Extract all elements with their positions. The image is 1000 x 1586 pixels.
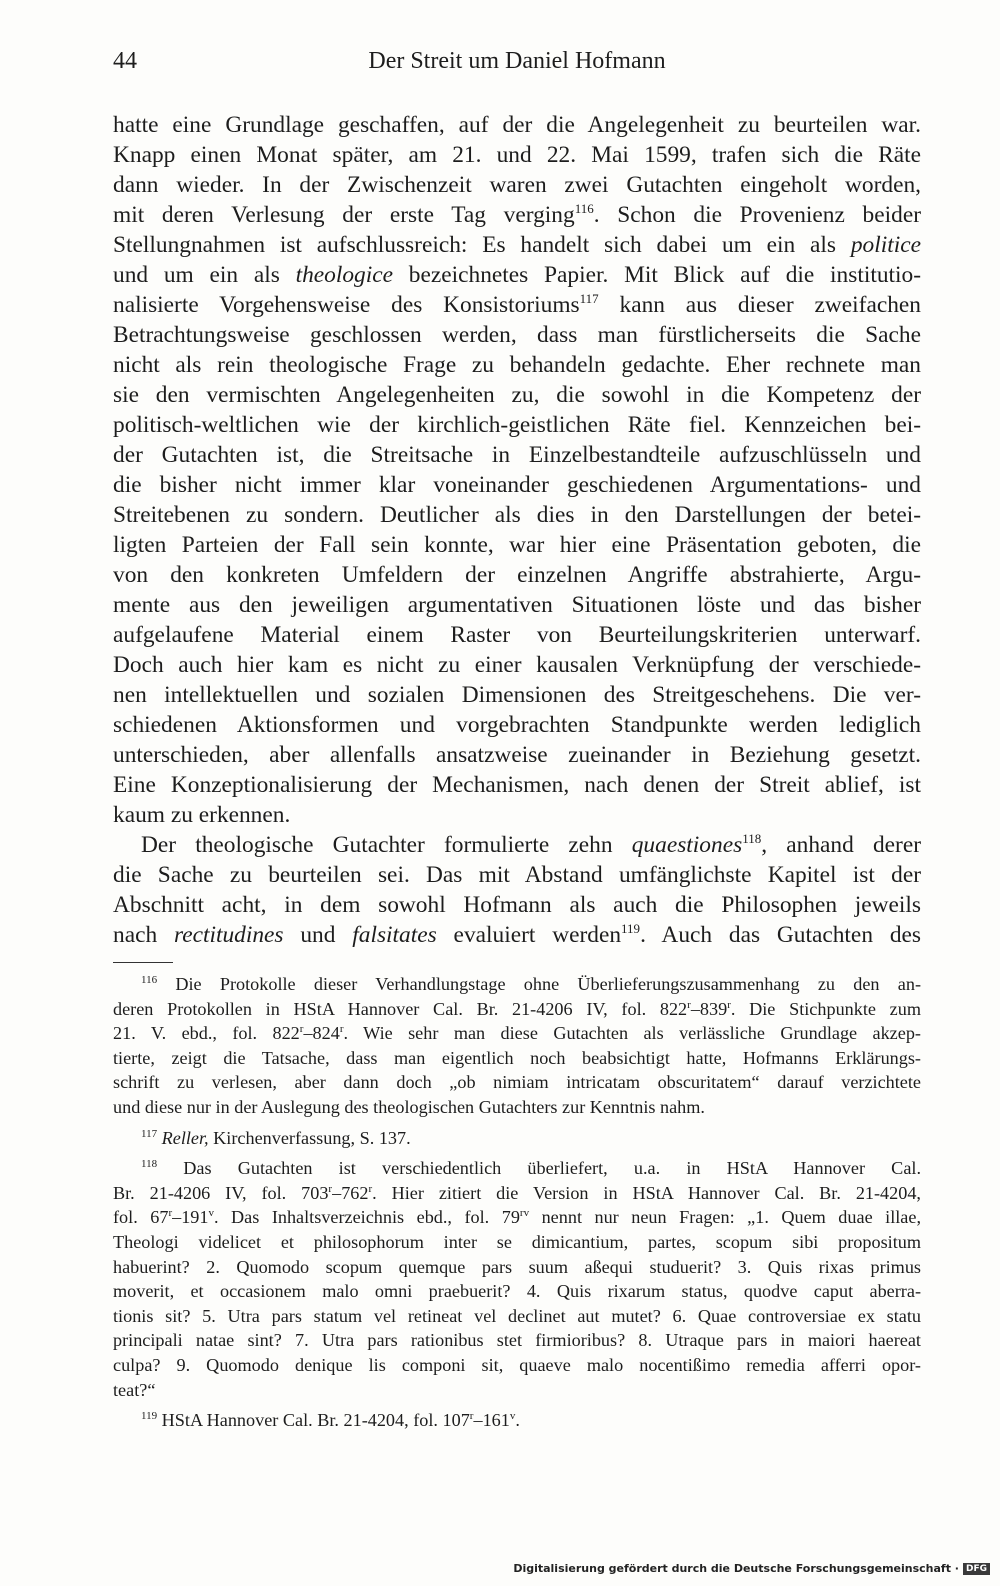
body-line: unterschieden, aber allenfalls ansatzweise zueinander in Beziehung gesetzt. <box>113 742 921 768</box>
footnote-line: moverit, et occasionem malo omni praebuerit? 4. Quis rixarum status, quodve caput aberra- <box>113 1281 921 1302</box>
body-line: schiedenen Aktionsformen und vorgebrachten Standpunkte werden lediglich <box>113 712 921 738</box>
body-line: Streitebenen zu sondern. Deutlicher als dies in den Darstellungen der betei- <box>113 502 921 528</box>
body-line: Knapp einen Monat später, am 21. und 22. Mai 1599, trafen sich die Räte <box>113 142 921 168</box>
footnote-line: culpa? 9. Quomodo denique lis componi sit, quaeve malo nocentißimo remedia afferri opor- <box>113 1354 921 1375</box>
digitization-footer <box>513 1562 990 1575</box>
body-line: die bisher nicht immer klar voneinander geschiedenen Argumentations- und <box>113 472 921 498</box>
running-title: Der Streit um Daniel Hofmann <box>368 48 666 74</box>
body-line: von den konkreten Umfeldern der einzelnen Angriffe abstrahierte, Argu- <box>113 562 921 588</box>
body-line: politisch-weltlichen wie der kirchlich-geistlichen Räte fiel. Kennzeichen bei- <box>113 412 921 438</box>
footnote-line: deren Protokollen in HStA Hannover Cal. Br. 21-4206 IV, fol. 822$^r$–839$^r$. Die Stichpunkte zum <box>113 998 921 1019</box>
footnote-ref-119[interactable]: 119 <box>621 921 641 936</box>
body-line: ligten Parteien der Fall sein konnte, war hier eine Präsentation geboten, die <box>113 532 921 558</box>
body-line: und um ein als theologice bezeichnetes Papier. Mit Blick auf die institutio- <box>113 262 921 288</box>
footnote-ref-117[interactable]: 117 <box>579 291 599 306</box>
footnote-ref-118[interactable]: 118 <box>742 831 762 846</box>
footnote-line: principali natae sint? 7. Utra pars rationibus stet firmioribus? 8. Utraque pars in maiori haereat <box>113 1330 921 1351</box>
footnotes <box>113 972 921 1433</box>
footnote-line: tionis sit? 5. Utra pars statum vel retineat vel declinet aut mutet? 6. Quae controversiae ex statu <box>113 1305 921 1326</box>
footnote-line: teat?“ <box>113 1379 156 1400</box>
footnote-line: 21. V. ebd., fol. 822$^r$–824$^r$. Wie sehr man diese Gutachten als verlässliche Grundlage akzep- <box>113 1023 921 1044</box>
body-line: sie den vermischten Angelegenheiten zu, die sowohl in die Kompetenz der <box>113 382 921 408</box>
body-line: Eine Konzeptionalisierung der Mechanismen, nach denen der Streit ablief, ist <box>113 772 921 798</box>
body-line: der Gutachten ist, die Streitsache in Einzelbestandteile aufzuschlüsseln und <box>113 442 921 468</box>
page-header <box>113 48 921 88</box>
body-line: Doch auch hier kam es nicht zu einer kausalen Verknüpfung der verschiede- <box>113 652 921 678</box>
footnote-117: $^{117}$ Reller, Kirchenverfassung, S. 137. <box>141 1127 411 1148</box>
footnote-line: habuerint? 2. Quomodo scopum quemque pars suum aßequi studuerit? 3. Quis rixas primus <box>113 1256 921 1277</box>
body-line: mit deren Verlesung der erste Tag verging$^{116}$. Schon die Provenienz beider <box>113 201 921 228</box>
body-line: Der theologische Gutachter formulierte zehn quaestiones$^{118}$, anhand derer <box>141 831 921 858</box>
body-line: die Sache zu beurteilen sei. Das mit Abstand umfänglichste Kapitel ist der <box>113 862 921 888</box>
footnote-separator <box>113 962 173 963</box>
main-text <box>113 110 921 950</box>
footnote-line: und diese nur in der Auslegung des theologischen Gutachters zur Kenntnis nahm. <box>113 1096 705 1117</box>
footnote-line: Theologi videlicet et philosophorum inter se dimicantium, partes, scopum sibi propositum <box>113 1231 921 1252</box>
body-line: aufgelaufene Material einem Raster von Beurteilungskriterien unterwarf. <box>113 622 921 648</box>
footnote-119: $^{119}$ HStA Hannover Cal. Br. 21-4204, fol. 107$^r$–161$^v$. <box>141 1410 520 1431</box>
body-line: Abschnitt acht, in dem sowohl Hofmann als auch die Philosophen jeweils <box>113 892 921 918</box>
body-line: hatte eine Grundlage geschaffen, auf der die Angelegenheit zu beurteilen war. <box>113 112 921 138</box>
footnote-ref-116[interactable]: 116 <box>574 201 594 216</box>
page-number: 44 <box>113 48 137 74</box>
footnote-line: fol. 67$^r$–191$^v$. Das Inhaltsverzeichnis ebd., fol. $79^{rv}$ nennt nur neun Fragen: „1. Quem duae illae, <box>113 1207 921 1228</box>
footer-text: Digitalisierung gefördert durch die Deutsche Forschungsgemeinschaft · <box>513 1562 959 1575</box>
footnote-118: $^{118}$ Das Gutachten ist verschiedentlich überliefert, u.a. in HStA Hannover Cal. <box>141 1158 921 1179</box>
body-line: mente aus den jeweiligen argumentativen Situationen löste und das bisher <box>113 592 921 618</box>
footnote-line: schrift zu verlesen, aber dann doch „ob nimiam intricatam obscuritatem“ darauf verzichtete <box>113 1072 921 1093</box>
body-line: nen intellektuellen und sozialen Dimensionen des Streitgeschehens. Die ver- <box>113 682 921 708</box>
body-line: nach rectitudines und falsitates evaluiert werden$^{119}$. Auch das Gutachten des <box>113 921 922 948</box>
body-line: Stellungnahmen ist aufschlussreich: Es handelt sich dabei um ein als politice <box>113 232 921 258</box>
footnote-116: $^{116}$ Die Protokolle dieser Verhandlungstage ohne Überlieferungszusammenhang zu den an- <box>141 974 921 994</box>
body-line: kaum zu erkennen. <box>113 802 291 828</box>
body-line: nicht als rein theologische Frage zu behandeln gedachte. Eher rechnete man <box>113 352 921 378</box>
footnote-line: Br. 21-4206 IV, fol. 703$^r$–762$^r$. Hier zitiert die Version in HStA Hannover Cal. Br. 21-4204, <box>113 1182 921 1203</box>
body-line: Betrachtungsweise geschlossen werden, dass man fürstlicherseits die Sache <box>113 322 921 348</box>
body-line: nalisierte Vorgehensweise des Konsistoriums$^{117}$ kann aus dieser zweifachen <box>113 291 921 318</box>
dfg-logo: DFG <box>963 1563 990 1575</box>
body-line: dann wieder. In der Zwischenzeit waren zwei Gutachten eingeholt worden, <box>113 172 921 198</box>
footnote-line: tierte, zeigt die Tatsache, dass man eigentlich noch beabsichtigt hatte, Hofmanns Erklärungs- <box>113 1047 921 1068</box>
